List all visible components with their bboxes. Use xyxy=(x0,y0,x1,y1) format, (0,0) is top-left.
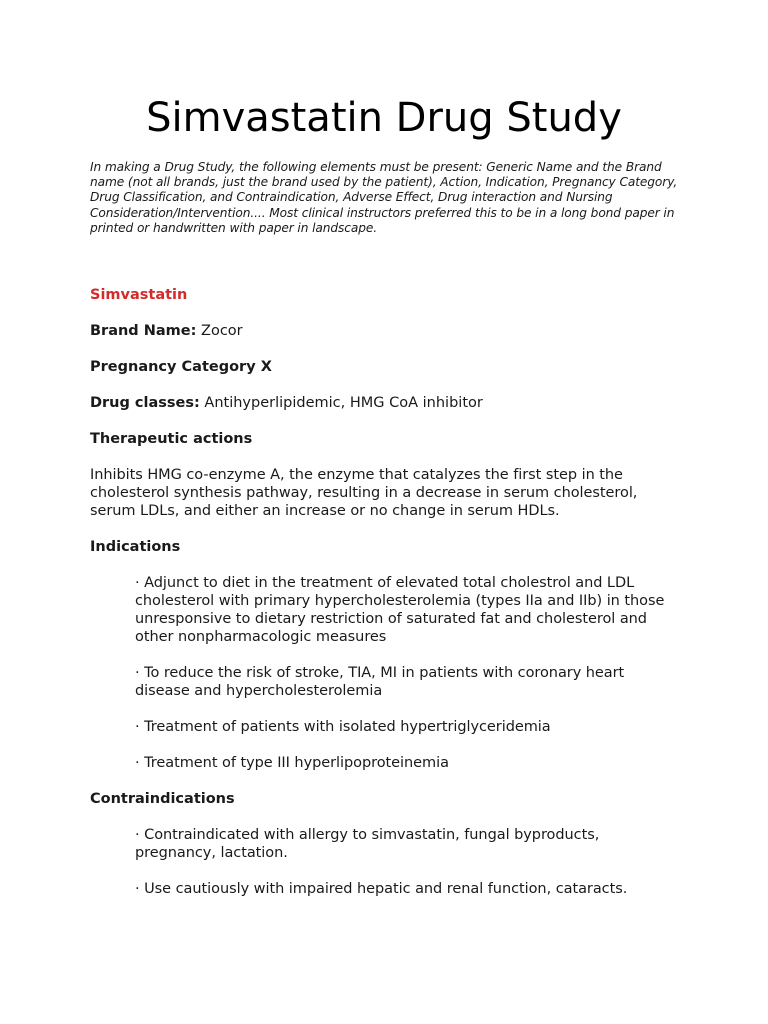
drug-classes-value: Antihyperlipidemic, HMG CoA inhibitor xyxy=(199,395,483,412)
therapeutic-actions-text: Inhibits HMG co-enzyme A, the enzyme that catalyzes the first step in the cholesterol synthesis pathway, resulting in a decrease in serum cholesterol, serum LDLs, and either an increase or no change in serum HDLs. xyxy=(90,467,638,520)
list-item: · Adjunct to diet in the treatment of elevated total cholestrol and LDL cholesterol with primary hypercholesterolemia (types IIa and IIb) in those unresponsive to dietary restriction of saturated fat and cholesterol and other nonpharmacologic measures xyxy=(135,575,665,646)
contraindications-list xyxy=(90,826,678,898)
generic-name: Simvastatin xyxy=(90,287,188,304)
brand-name-field xyxy=(90,322,678,340)
list-item: · Contraindicated with allergy to simvastatin, fungal byproducts, pregnancy, lactation. xyxy=(135,827,600,862)
brand-name-value: Zocor xyxy=(196,323,243,340)
list-item: · Treatment of patients with isolated hypertriglyceridemia xyxy=(135,719,551,736)
indications-heading: Indications xyxy=(90,539,181,556)
intro-paragraph: In making a Drug Study, the following elements must be present: Generic Name and the Brand name (not all brands, just the brand used by the patient), Action, Indication, Pregnancy Category, Drug Classification, and Contraindication, Adverse Effect, Drug interaction and Nursing Consideration/Intervention.... Most clinical instructors preferred this to be in a long bond paper in printed or handwritten with paper in landscape. xyxy=(90,160,678,235)
list-item: · Treatment of type III hyperlipoproteinemia xyxy=(135,755,449,772)
pregnancy-category-field xyxy=(90,358,678,376)
therapeutic-actions-heading: Therapeutic actions xyxy=(90,431,253,448)
document-title: Simvastatin Drug Study xyxy=(146,95,622,141)
drug-classes-label: Drug classes: xyxy=(90,395,200,412)
contraindications-heading: Contraindications xyxy=(90,791,235,808)
list-item: · To reduce the risk of stroke, TIA, MI in patients with coronary heart disease and hypercholesterolemia xyxy=(135,665,625,700)
drug-classes-field xyxy=(90,394,678,412)
indications-list xyxy=(90,574,678,772)
brand-name-label: Brand Name: xyxy=(90,323,197,340)
pregnancy-category-label: Pregnancy Category X xyxy=(90,359,272,376)
list-item: · Use cautiously with impaired hepatic and renal function, cataracts. xyxy=(135,881,628,898)
